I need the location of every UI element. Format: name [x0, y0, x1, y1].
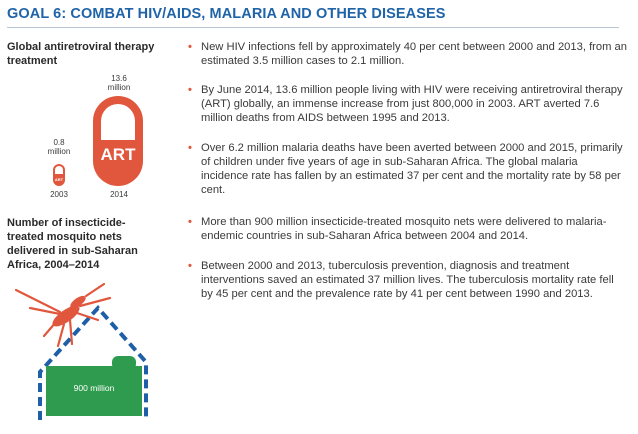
bullet-text: Over 6.2 million malaria deaths have been averted between 2000 and 2015, primarily of children under five years of age in sub-Saharan Africa. The global malaria incidence rate has fallen by an estimated 37 per cent and the mortality rate by 58 per cent. — [201, 142, 623, 196]
mosquito-icon — [16, 284, 110, 346]
bullet-text: By June 2014, 13.6 million people living with HIV were receiving antiretroviral therapy (ART) globally, an immense increase from just 800,000 in 2003. ART averted 7.6 million deaths from AIDS between 1995 and 2013. — [201, 84, 623, 124]
bullet-icon: • — [188, 260, 192, 272]
list-item — [188, 259, 628, 301]
bullet-icon: • — [188, 41, 192, 53]
art-pill-small-label: ART — [54, 177, 64, 182]
art-heading — [7, 40, 154, 68]
bullet-icon: • — [188, 142, 192, 154]
bullet-icon: • — [188, 216, 192, 228]
bed-label: 900 million — [73, 383, 115, 393]
page-title: GOAL 6: COMBAT HIV/AIDS, MALARIA AND OTHER DISEASES — [7, 6, 446, 22]
value-2014-unit: million — [107, 83, 131, 92]
list-item — [188, 215, 628, 243]
art-heading-line-2: treatment — [7, 55, 58, 67]
bullet-icon: • — [188, 84, 192, 96]
list-item — [188, 40, 628, 68]
value-2003-number: 0.8 — [53, 138, 65, 147]
list-item — [188, 141, 628, 197]
nets-heading-line-3: delivered in sub-Saharan — [7, 245, 138, 257]
value-2014-label — [100, 74, 138, 92]
art-pill-large-label: ART — [100, 145, 136, 164]
year-2014-label: 2014 — [110, 190, 128, 199]
art-pill-2003-icon — [53, 164, 65, 186]
value-2014-number: 13.6 — [111, 74, 127, 83]
bullet-text: New HIV infections fell by approximately 40 per cent between 2000 and 2013, from an estimated 3.5 million cases to 2.1 million. — [201, 41, 627, 67]
bullet-text: More than 900 million insecticide-treated mosquito nets were delivered to malaria-endemic countries in sub-Saharan Africa between 2004 and 2014. — [201, 216, 607, 242]
bullet-text: Between 2000 and 2013, tuberculosis prevention, diagnosis and treatment interventions saved an estimated 37 million lives. The tuberculosis mortality rate fell by 45 per cent and the prevalence rate by 41 per cent between 1990 and 2013. — [201, 260, 614, 300]
mosquito-net-illustration — [0, 272, 170, 432]
art-pill-2014-icon — [93, 96, 143, 186]
value-2003-label — [44, 138, 74, 156]
nets-heading-line-2: treated mosquito nets — [7, 231, 122, 243]
nets-heading-line-1: Number of insecticide- — [7, 217, 126, 229]
art-heading-line-1: Global antiretroviral therapy — [7, 41, 155, 53]
pillow-icon — [112, 356, 136, 370]
year-2003-label: 2003 — [50, 190, 68, 199]
nets-heading-line-4: Africa, 2004–2014 — [7, 259, 100, 271]
nets-heading — [7, 216, 138, 272]
value-2003-unit: million — [47, 147, 71, 156]
list-item — [188, 83, 628, 125]
title-divider — [7, 27, 619, 28]
